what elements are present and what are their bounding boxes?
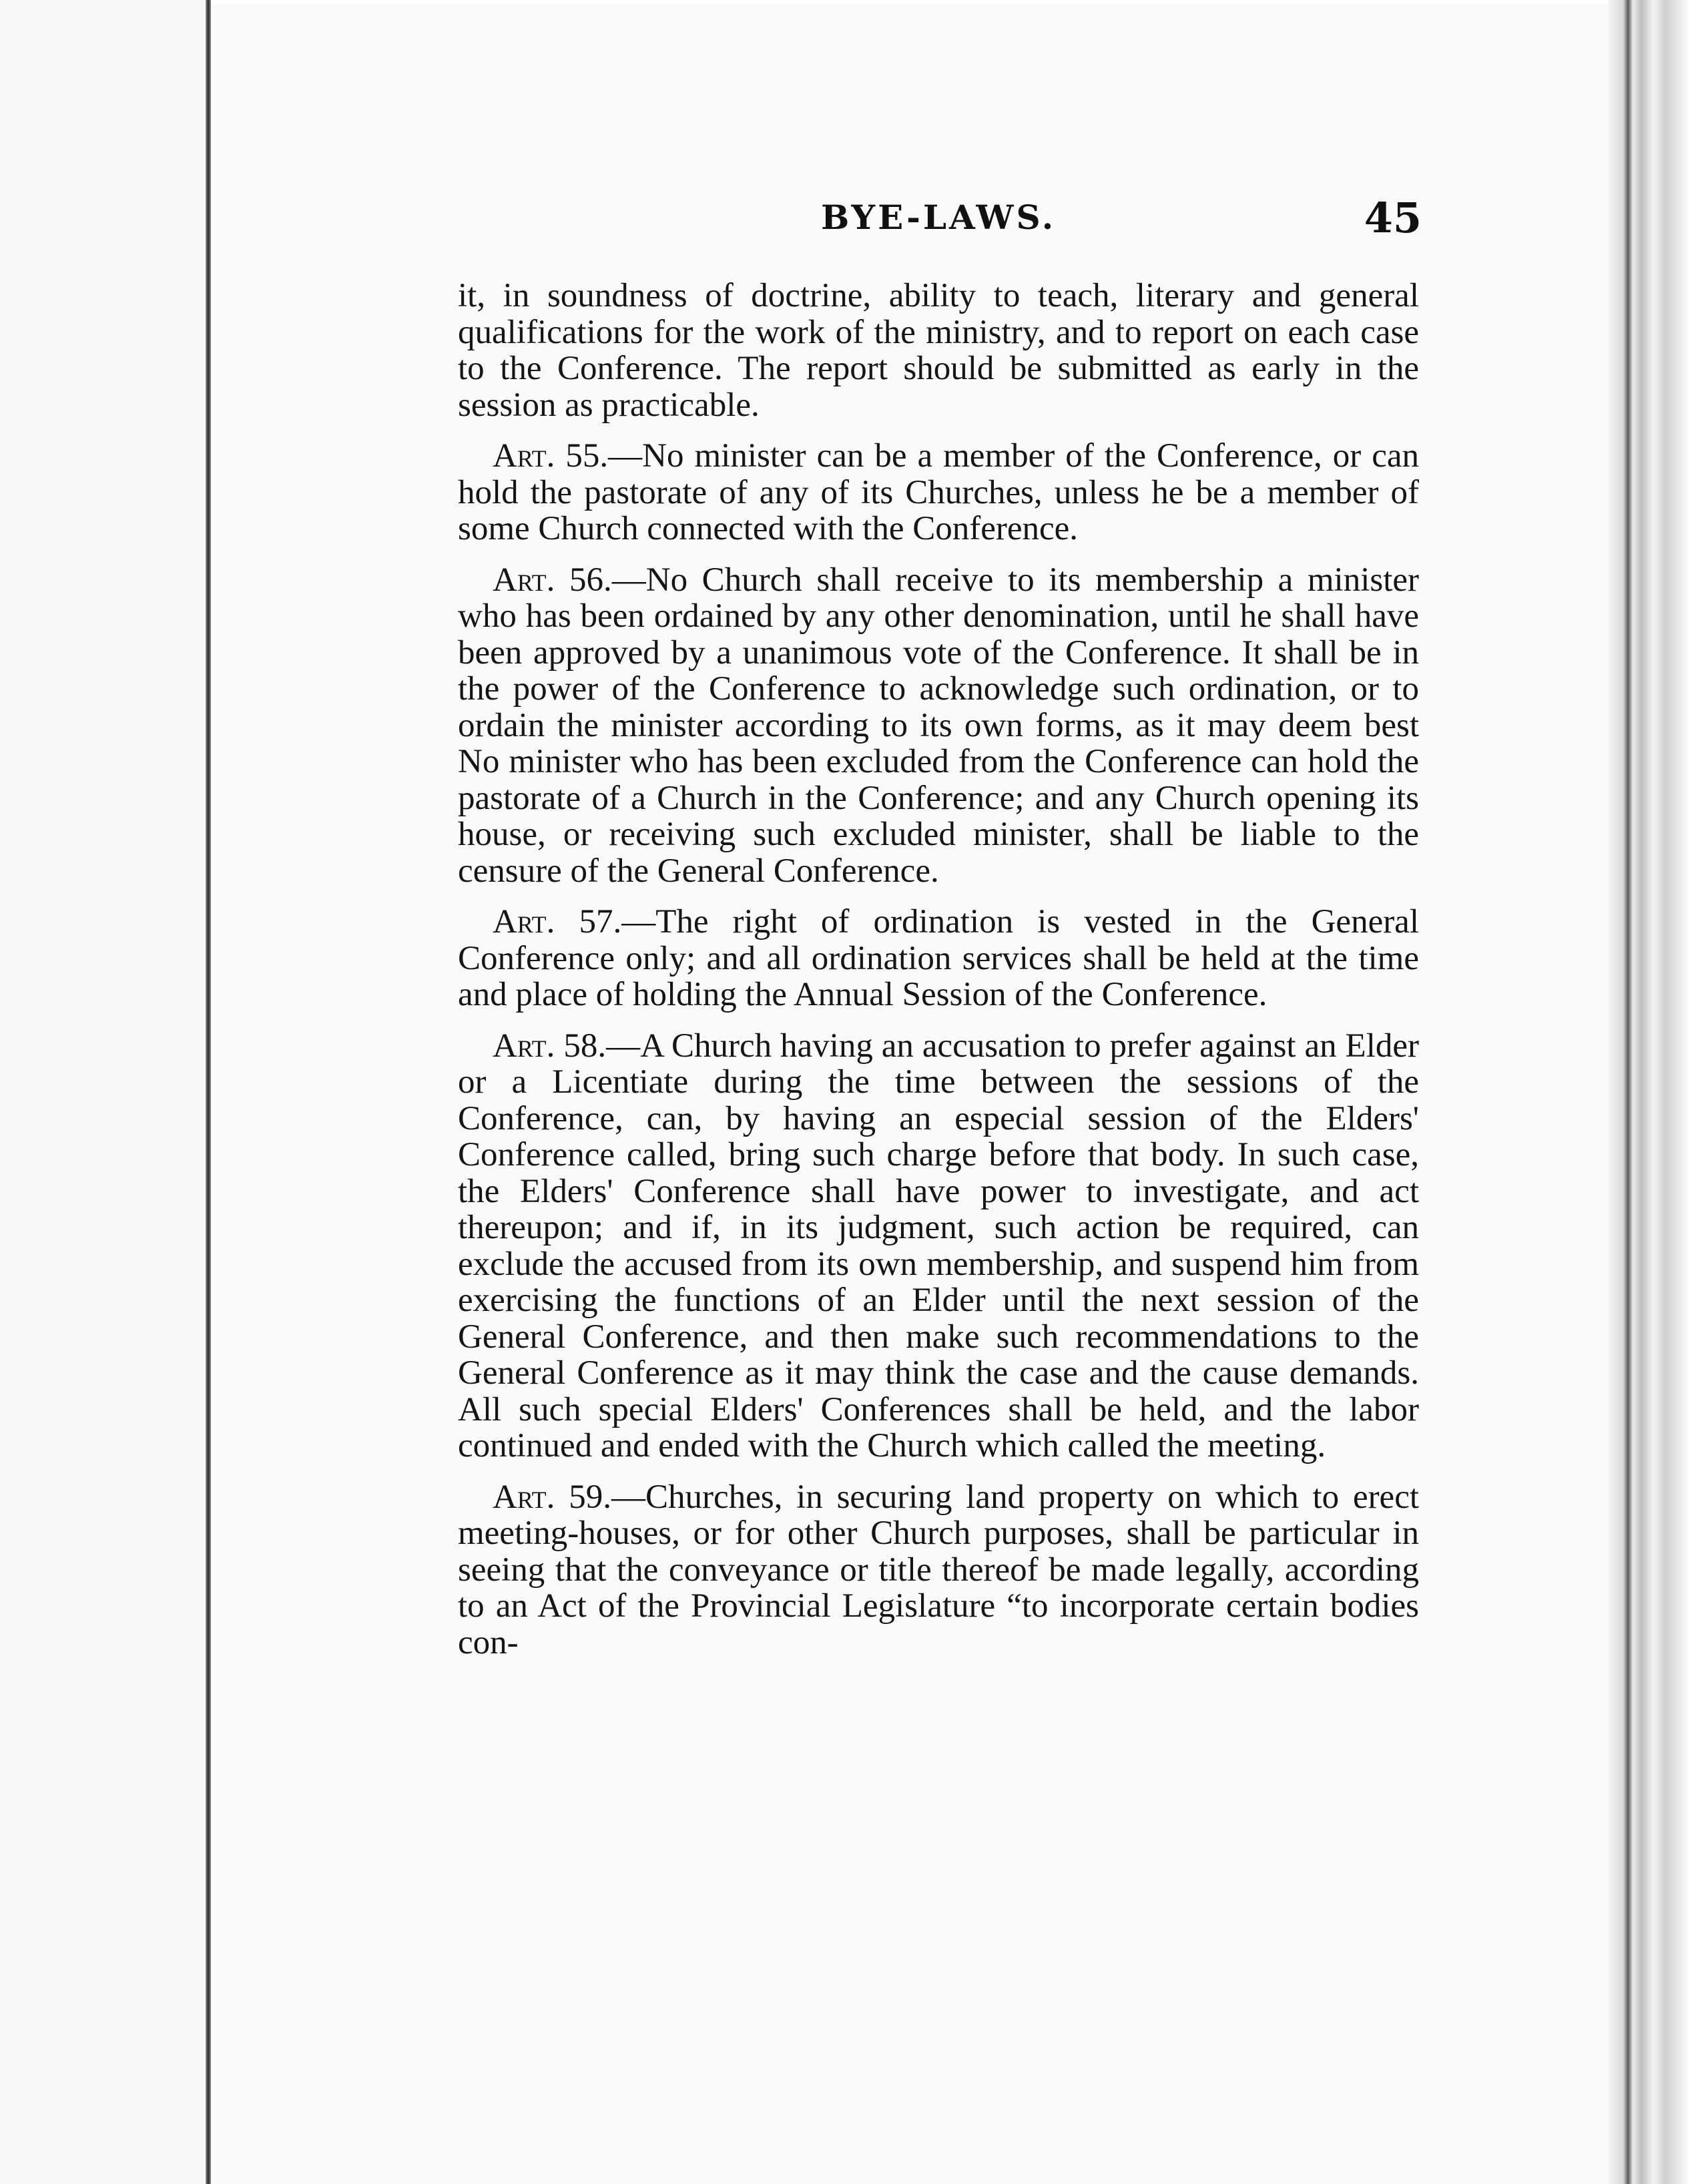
article-label: Art. 58. <box>493 1027 607 1065</box>
article-label: Art. 56. <box>493 561 612 599</box>
article-text: —No minister can be a member of the Conference, or can hold the pastorate of any of its Churches, unless he be a member of some Church connected with the Conference. <box>458 437 1419 547</box>
article-label: Art. 57. <box>493 903 622 940</box>
page-header <box>461 194 1422 254</box>
article-text: —The right of ordination is vested in the General Conference only; and all ordination services shall be held at the time and place of holding the Annual Session of the Conference. <box>458 903 1419 1013</box>
book-gutter <box>206 0 211 2184</box>
page-edge-shadow <box>1609 0 1690 2184</box>
paragraph-continued <box>458 278 1419 423</box>
article-text: —A Church having an accusation to prefer against an Elder or a Licentiate during the time between the sessions of the Conference, can, by having an especial session of the Elders' Conference called, bring such charge before that body. In such case, the Elders' Conference shall have power to investigate, and act thereupon; and if, in its judgment, such action be required, can exclude the accused from its own membership, and suspend him from exercising the functions of an Elder until the next session of the General Conference, and then make such recommendations to the General Conference as it may think the case and the cause demands. All such special Elders' Conferences shall be held, and the labor continued and ended with the Church which called the meeting. <box>458 1027 1419 1464</box>
article-58 <box>458 1028 1419 1464</box>
article-label: Art. 59. <box>493 1478 611 1516</box>
running-head: BYE-LAWS. <box>821 198 1057 237</box>
article-59 <box>458 1479 1419 1661</box>
article-text: —No Church shall receive to its membership a minister who has been ordained by any other denomination, until he shall have been approved by a unanimous vote of the Conference. It shall be in the power of the Conference to acknowledge such ordination, or to ordain the minister according to its own forms, as it may deem best No minister who has been excluded from the Conference can hold the pastorate of a Church in the Conference; and any Church opening its house, or receiving such excluded minister, shall be liable to the censure of the General Conference. <box>458 561 1420 890</box>
body-text <box>458 278 1419 1675</box>
article-text: —Churches, in securing land property on which to erect meeting-houses, or for other Church purposes, shall be particular in seeing that the conveyance or title thereof be made legally, according to an Act of the Provincial Legislature “to incorporate certain bodies con- <box>458 1478 1420 1661</box>
paragraph-text: it, in soundness of doctrine, ability to teach, literary and general qualifications for the work of the ministry, and to report on each case to the Conference. The report should be submitted as early in the session as practicable. <box>458 277 1419 424</box>
page-number: 45 <box>1364 194 1422 242</box>
facing-page-edge <box>0 0 207 2184</box>
article-label: Art. 55. <box>493 437 609 475</box>
article-55 <box>458 438 1419 547</box>
article-56 <box>458 562 1419 890</box>
article-57 <box>458 904 1419 1013</box>
